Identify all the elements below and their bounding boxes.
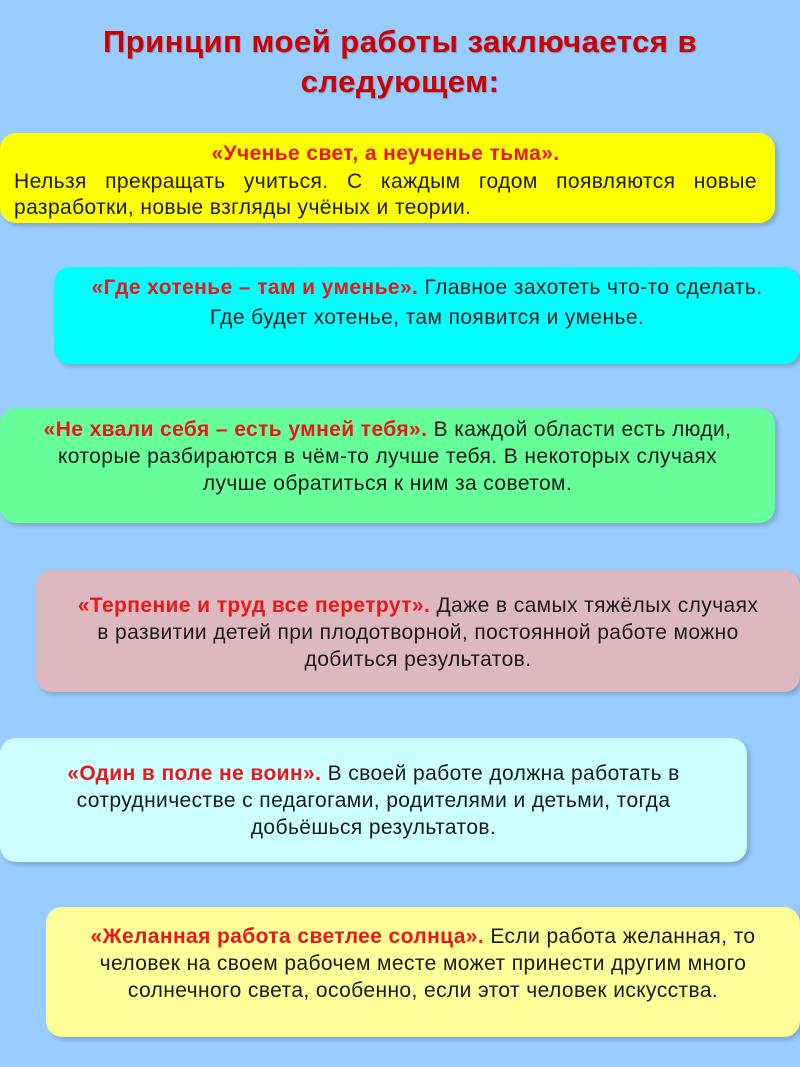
principle-text: Нельзя прекращать учиться. С каждым годом появляются новые разработки, новые взгляды учёных и теории. xyxy=(14,170,757,219)
principle-card-4 xyxy=(36,570,800,692)
principle-quote: «Желанная работа светлее солнца». xyxy=(90,925,491,948)
principle-text: Даже в самых тяжёлых случаях в развитии детей при плодотворной, постоянной работе можно добиться результатов. xyxy=(97,594,759,671)
principle-card-5 xyxy=(0,738,747,862)
principle-text: В своей работе должна работать в сотрудничестве с педагогами, родителями и детьми, тогда добьёшься результатов. xyxy=(76,762,680,839)
principle-text: Если работа желанная, то человек на своем рабочем месте может принести другим много солнечного света, особенно, если этот человек искусства. xyxy=(99,925,756,1002)
principle-text: Главное захотеть что-то сделать. Где будет хотенье, там появится и уменье. xyxy=(209,276,763,329)
principle-card-3 xyxy=(0,408,775,523)
principle-card-1 xyxy=(0,133,775,223)
principle-quote: «Один в поле не воин». xyxy=(67,762,328,785)
principle-quote: «Ученье свет, а неученье тьма». xyxy=(211,142,560,165)
principle-quote: «Где хотенье – там и уменье». xyxy=(91,276,425,299)
principle-card-6 xyxy=(46,907,800,1037)
principle-text: В каждой области есть люди, которые разбираются в чём-то лучше тебя. В некоторых случаях лучше обратиться к ним за советом. xyxy=(57,418,732,495)
principle-quote: «Терпение и труд все перетрут». xyxy=(77,594,437,617)
principle-quote: «Не хвали себя – есть умней тебя». xyxy=(43,418,434,441)
principle-card-2 xyxy=(54,267,800,364)
page-title: Принцип моей работы заключается в следующем: xyxy=(102,24,698,99)
